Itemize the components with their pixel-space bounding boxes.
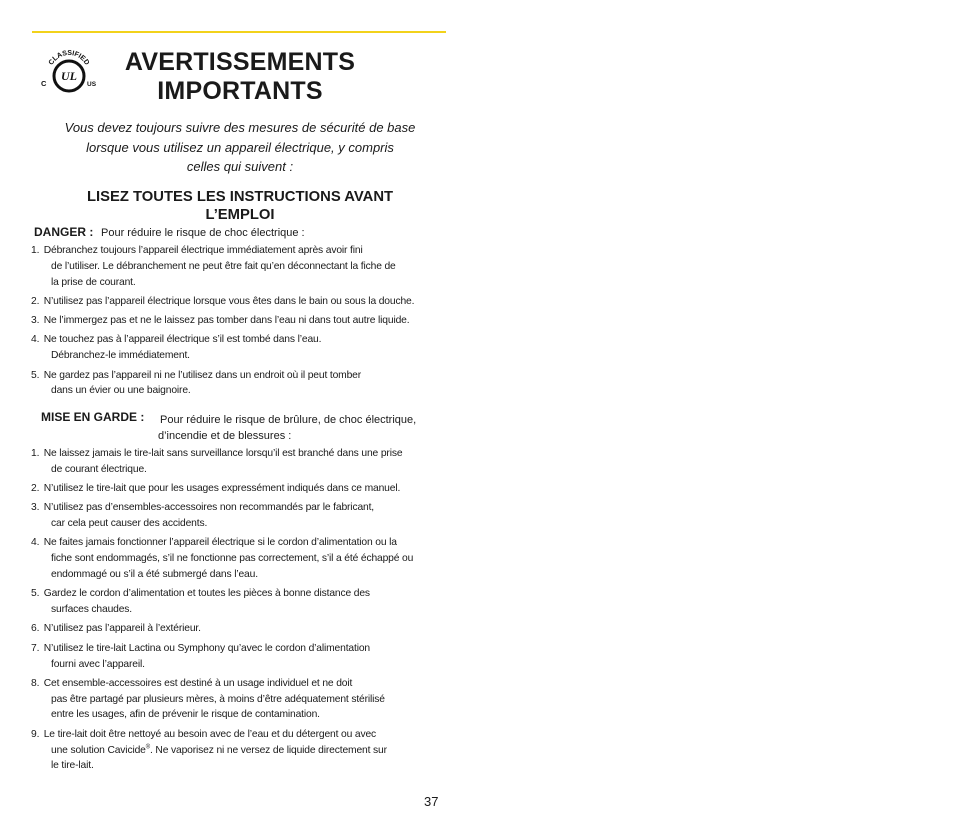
- caution-item-3: 3. N’utilisez pas d’ensembles-accessoires non recommandés par le fabricant, car cela peut causer des accidents.: [31, 502, 375, 530]
- list-item-text: N’utilisez pas l’appareil à l’extérieur.: [43, 623, 201, 635]
- caution-text-line-2: d’incendie et de blessures :: [158, 430, 292, 442]
- danger-item-4: 4. Ne touchez pas à l’appareil électrique s’il est tombé dans l’eau. Débranchez-le immédiatement.: [31, 334, 322, 362]
- danger-item-5: 5. Ne gardez pas l’appareil ni ne l’utilisez dans un endroit où il peut tomber dans un évier ou une baignoire.: [31, 369, 362, 397]
- list-item-text: dans un évier ou une baignoire.: [51, 385, 191, 397]
- list-item-text: le tire-lait.: [51, 760, 94, 772]
- intro-line-3: celles qui suivent :: [186, 159, 294, 174]
- logo-left-text: C: [41, 79, 47, 88]
- caution-item-1: 1. Ne laissez jamais le tire-lait sans surveillance lorsqu’il est branché dans une prise de courant électrique.: [31, 448, 403, 475]
- caution-item-9: 9. Le tire-lait doit être nettoyé au besoin avec de l’eau et du détergent ou avec une solution Cavicide®. Ne vaporisez ni ne versez de liquide directement sur le tire-lait.: [31, 728, 387, 772]
- danger-text: Pour réduire le risque de choc électrique :: [101, 227, 305, 239]
- list-item-text: fiche sont endommagés, s’il ne fonctionne pas correctement, s’il a été échappé ou: [51, 553, 414, 565]
- ul-classified-mark-icon: [38, 50, 100, 98]
- title-line-2: IMPORTANTS: [157, 77, 323, 105]
- list-item-text: N’utilisez le tire-lait que pour les usages expressément indiqués dans ce manuel.: [43, 483, 401, 495]
- list-item-text: Ne faites jamais fonctionner l’appareil électrique si le cordon d’alimentation ou la: [43, 537, 397, 549]
- caution-item-5: 5. Gardez le cordon d’alimentation et toutes les pièces à bonne distance des surfaces chaudes.: [31, 588, 370, 616]
- list-item-text: car cela peut causer des accidents.: [51, 518, 208, 530]
- list-item-text: fourni avec l’appareil.: [51, 658, 145, 670]
- list-item-text: Ne laissez jamais le tire-lait sans surveillance lorsqu’il est branché dans une prise: [43, 448, 403, 459]
- list-item-text: Gardez le cordon d’alimentation et toutes les pièces à bonne distance des: [43, 588, 370, 600]
- list-item-text: endommagé ou s’il a été submergé dans l’eau.: [51, 569, 258, 581]
- list-item-text: N’utilisez le tire-lait Lactina ou Symphony qu’avec le cordon d’alimentation: [43, 642, 371, 654]
- caution-item-8: 8. Cet ensemble-accessoires est destiné à un usage individuel et ne doit pas être partagé par plusieurs mères, à moins d’être adéquatement stérilisé entre les usages, afin de prévenir le risque de contamination.: [31, 677, 385, 721]
- caution-item-2: 2. N’utilisez le tire-lait que pour les usages expressément indiqués dans ce manuel.: [31, 483, 401, 495]
- svg-text:CLASSIFIED: [48, 50, 90, 67]
- danger-item-3: 3. Ne l’immergez pas et ne le laissez pas tomber dans l’eau ni dans tout autre liquide.: [31, 315, 410, 327]
- danger-item-1: 1. Débranchez toujours l’appareil électrique immédiatement après avoir fini de l’utiliser. Le débranchement ne peut être fait qu’en déconnectant la fiche de la prise de courant.: [31, 245, 396, 288]
- list-item-text: pas être partagé par plusieurs mères, à moins d’être adéquatement stérilisé: [51, 693, 385, 705]
- yellow-top-rule: [32, 31, 446, 33]
- caution-label: MISE EN GARDE :: [41, 410, 145, 424]
- caution-item-4: 4. Ne faites jamais fonctionner l’appareil électrique si le cordon d’alimentation ou la fiche sont endommagés, s’il ne fonctionne pas correctement, s’il a été échappé ou endommagé ou s’il a été submergé dans l’eau.: [31, 537, 414, 581]
- list-item-text: Ne l’immergez pas et ne le laissez pas tomber dans l’eau ni dans tout autre liquide.: [43, 315, 410, 327]
- section-heading: [40, 188, 440, 224]
- page-number: 37: [424, 794, 439, 809]
- page-title: [100, 48, 380, 106]
- title-line-1: AVERTISSEMENTS: [124, 48, 356, 76]
- list-item-text: N’utilisez pas d’ensembles-accessoires non recommandés par le fabricant,: [43, 502, 375, 514]
- list-item-text: Le tire-lait doit être nettoyé au besoin avec de l’eau et du détergent ou avec: [43, 728, 377, 740]
- list-item-text: Débranchez toujours l’appareil électrique immédiatement après avoir fini: [43, 245, 363, 256]
- list-item-text: Ne touchez pas à l’appareil électrique s’il est tombé dans l’eau.: [43, 334, 322, 346]
- caution-item-7: 7. N’utilisez le tire-lait Lactina ou Symphony qu’avec le cordon d’alimentation fourni avec l’appareil.: [31, 642, 371, 670]
- list-item-text: de l’utiliser. Le débranchement ne peut être fait qu’en déconnectant la fiche de: [51, 260, 396, 272]
- danger-list: [31, 243, 451, 403]
- list-item-text: la prise de courant.: [51, 276, 136, 288]
- heading-line-2: L’EMPLOI: [205, 207, 275, 223]
- list-item-text: entre les usages, afin de prévenir le risque de contamination.: [51, 709, 320, 721]
- intro-line-1: Vous devez toujours suivre des mesures de sécurité de base: [64, 120, 416, 135]
- intro-line-2: lorsque vous utilisez un appareil électrique, y compris: [86, 139, 394, 155]
- list-item-text: N’utilisez pas l’appareil électrique lorsque vous êtes dans le bain ou sous la douche.: [43, 295, 415, 307]
- caution-item-6: 6. N’utilisez pas l’appareil à l’extérieur.: [31, 623, 201, 635]
- caution-list: [31, 446, 451, 778]
- danger-item-2: 2. N’utilisez pas l’appareil électrique lorsque vous êtes dans le bain ou sous la douche.: [31, 295, 415, 307]
- caution-text: [160, 412, 416, 444]
- danger-label: DANGER :: [34, 225, 94, 239]
- intro-paragraph: [40, 118, 440, 177]
- list-item-text: surfaces chaudes.: [51, 604, 133, 616]
- list-item-text: de courant électrique.: [51, 463, 147, 475]
- heading-line-1: LISEZ TOUTES LES INSTRUCTIONS AVANT: [86, 189, 394, 205]
- caution-text-line-1: Pour réduire le risque de brûlure, de choc électrique,: [160, 414, 417, 426]
- logo-arc-text: CLASSIFIED: [47, 50, 91, 67]
- logo-right-text: US: [87, 81, 97, 88]
- registered-mark: ®: [145, 744, 151, 751]
- logo-center-text: UL: [61, 69, 77, 83]
- list-item-text: une solution Cavicide: [51, 744, 146, 756]
- list-item-text: Cet ensemble-accessoires est destiné à un usage individuel et ne doit: [43, 677, 353, 689]
- list-item-text: Ne gardez pas l’appareil ni ne l’utilisez dans un endroit où il peut tomber: [43, 369, 362, 381]
- list-item-text: Débranchez-le immédiatement.: [51, 350, 190, 362]
- list-item-text: . Ne vaporisez ni ne versez de liquide directement sur: [150, 744, 387, 756]
